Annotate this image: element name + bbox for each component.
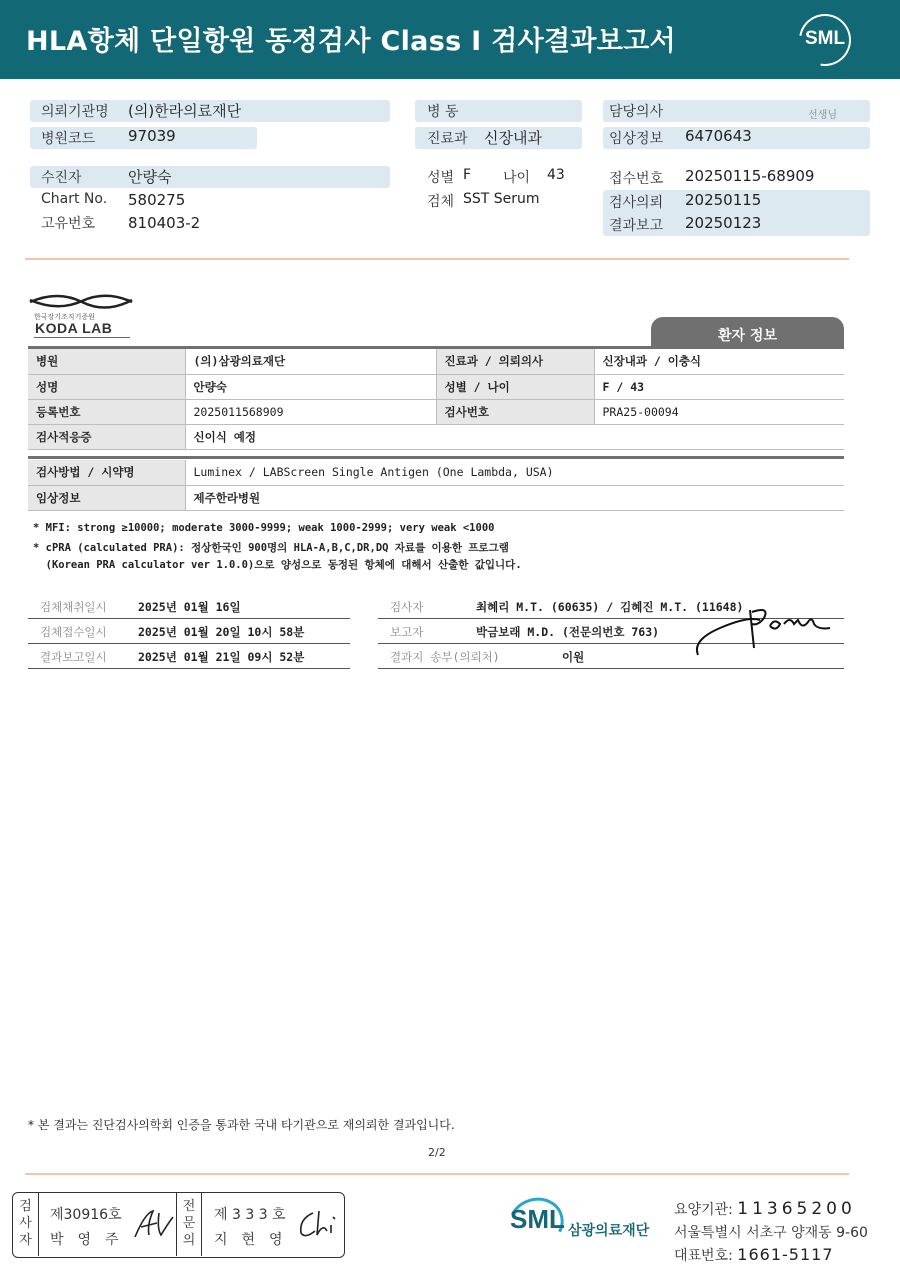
table-row — [28, 460, 844, 485]
institution-code — [674, 1199, 856, 1219]
koda-emblem-icon — [28, 292, 136, 312]
doctor-suffix: 선생님 — [808, 110, 837, 121]
table-header-cell: 검사번호 — [436, 399, 594, 424]
id-label: 고유번호 — [41, 216, 96, 232]
table-cell: F / 43 — [594, 374, 844, 399]
table-cell: 제주한라병원 — [185, 485, 844, 510]
code-value: 11365200 — [737, 1199, 856, 1219]
request-value: 20250115 — [685, 191, 762, 209]
koda-underline — [34, 337, 130, 338]
table-header-cell: 병원 — [28, 349, 185, 374]
tester-signature-icon — [131, 1205, 177, 1243]
address-text: 서울특별시 서초구 양재동 9-60 — [674, 1225, 868, 1241]
send-value: 이원 — [562, 650, 585, 664]
id-value: 810403-2 — [128, 214, 201, 232]
institution-label: 의뢰기관명 — [41, 104, 109, 120]
institution-value: (의)한라의료재단 — [128, 102, 242, 120]
koda-logo — [28, 292, 136, 342]
mfi-note: * MFI: strong ≥10000; moderate 3000-9999; weak 1000-2999; very weak <1000 — [33, 522, 495, 534]
table-header-cell: 진료과 / 의뢰의사 — [436, 349, 594, 374]
specialist-signature-icon — [295, 1205, 341, 1243]
collect-row — [28, 594, 350, 619]
method-table — [28, 460, 844, 511]
collect-label: 검체채취일시 — [40, 600, 107, 614]
dept-label: 진료과 — [427, 131, 468, 147]
table-header-cell: 검사방법 / 시약명 — [28, 460, 185, 485]
table-cell: (의)삼광의료재단 — [185, 349, 436, 374]
table-cell: 2025011568909 — [185, 399, 436, 424]
clinical-label: 임상정보 — [609, 131, 664, 147]
patient-info-tab — [651, 317, 844, 348]
reporter-value: 박금보래 M.D. (전문의번호 763) — [476, 625, 660, 639]
specimen-value: SST Serum — [463, 191, 540, 207]
report-date-value: 20250123 — [685, 214, 762, 232]
reporter-label: 보고자 — [390, 625, 424, 639]
table-header-cell: 검사적응증 — [28, 424, 185, 449]
table-row — [28, 374, 844, 399]
divider — [25, 258, 849, 260]
tester-col-text: 검사자 — [19, 1199, 32, 1248]
reissue-note: * 본 결과는 진단검사의학회 인증을 통과한 국내 타기관으로 재의뢰한 결과입니다. — [28, 1118, 455, 1132]
specialist-name: 지현영 — [214, 1232, 297, 1248]
specialist-col-label — [176, 1193, 202, 1256]
method-top-rule — [28, 456, 844, 459]
chart-value: 580275 — [128, 191, 186, 209]
footer-divider — [25, 1173, 849, 1175]
reporter-signature-icon — [690, 600, 840, 662]
receipt-value: 20250115-68909 — [685, 167, 815, 185]
table-cell: 신장내과 / 이충식 — [594, 349, 844, 374]
signature-stamp — [12, 1192, 345, 1258]
org-name: 삼광의료재단 — [568, 1223, 650, 1239]
receive-value: 2025년 01월 20일 10시 58분 — [138, 625, 305, 639]
specialist-license: 제 3 3 3 호 — [214, 1207, 286, 1223]
patient-info-tab-title: 환자 정보 — [718, 328, 777, 344]
tester-name: 박영주 — [50, 1232, 133, 1248]
result-label: 결과보고일시 — [40, 650, 107, 664]
koda-small-text: 한국장기조직기증원 — [34, 313, 95, 321]
sex-label: 성별 — [427, 170, 455, 186]
collect-value: 2025년 01월 16일 — [138, 600, 241, 614]
request-label: 검사의뢰 — [609, 195, 664, 211]
patient-row — [30, 166, 390, 188]
phone-label: 대표번호: — [674, 1248, 733, 1264]
report-date-label: 결과보고 — [609, 218, 664, 234]
specimen-label: 검체 — [427, 194, 455, 210]
cpra-note-cont: (Korean PRA calculator ver 1.0.0)으로 양성으로 동정된 항체에 대해서 산출한 값입니다. — [33, 559, 522, 571]
doctor-label: 담당의사 — [609, 104, 664, 120]
table-cell: 신이식 예정 — [185, 424, 844, 449]
table-header-cell: 임상정보 — [28, 485, 185, 510]
sml-footer-mark: SML — [510, 1204, 565, 1234]
table-header-cell: 등록번호 — [28, 399, 185, 424]
send-label: 결과지 송부(의뢰처) — [390, 650, 500, 664]
tester-label: 검사자 — [390, 600, 424, 614]
result-row — [28, 644, 350, 669]
table-header-cell: 성명 — [28, 374, 185, 399]
patient-value: 안량숙 — [128, 168, 172, 186]
logo-text: SML — [804, 28, 846, 49]
hospital-code-value: 97039 — [128, 127, 176, 145]
table-header-cell: 성별 / 나이 — [436, 374, 594, 399]
phone — [674, 1245, 834, 1265]
koda-name: KODA LAB — [35, 320, 113, 336]
table-cell: PRA25-00094 — [594, 399, 844, 424]
table-cell: 안량숙 — [185, 374, 436, 399]
report-header — [0, 0, 900, 79]
clinical-value: 6470643 — [685, 127, 752, 145]
age-value: 43 — [547, 167, 565, 183]
patient-label: 수진자 — [41, 170, 82, 186]
sml-logo — [799, 14, 851, 66]
receipt-label: 접수번호 — [609, 171, 664, 187]
address — [674, 1222, 868, 1242]
tester-col-label — [13, 1193, 39, 1256]
result-value: 2025년 01월 21일 09시 52분 — [138, 650, 305, 664]
receive-label: 검체접수일시 — [40, 625, 107, 639]
specialist-col-text: 전문의 — [182, 1199, 196, 1248]
code-label: 요양기관: — [674, 1202, 733, 1218]
report-title: HLA항체 단일항원 동정검사 Class I 검사결과보고서 — [26, 26, 676, 57]
phone-value: 1661-5117 — [737, 1245, 834, 1264]
ward-label: 병 동 — [427, 104, 459, 120]
table-cell: Luminex / LABScreen Single Antigen (One Lambda, USA) — [185, 460, 844, 485]
age-label: 나이 — [503, 170, 531, 186]
samkwang-logo — [510, 1198, 670, 1258]
table-row — [28, 485, 844, 510]
table-row — [28, 399, 844, 424]
patient-table — [28, 349, 844, 450]
chart-label: Chart No. — [41, 191, 108, 207]
hospital-code-label: 병원코드 — [41, 131, 96, 147]
dept-value: 신장내과 — [484, 129, 542, 147]
tester-license: 제30916호 — [50, 1207, 122, 1223]
table-row — [28, 349, 844, 374]
page-number: 2/2 — [428, 1146, 446, 1159]
receive-row — [28, 619, 350, 644]
tester-value: 최혜리 M.T. (60635) / 김혜진 M.T. (11648) — [476, 600, 744, 614]
cpra-note: * cPRA (calculated PRA): 정상한국인 900명의 HLA-A,B,C,DR,DQ 자료를 이용한 프로그램 — [33, 542, 509, 554]
sex-value: F — [463, 167, 472, 183]
table-row — [28, 424, 844, 449]
